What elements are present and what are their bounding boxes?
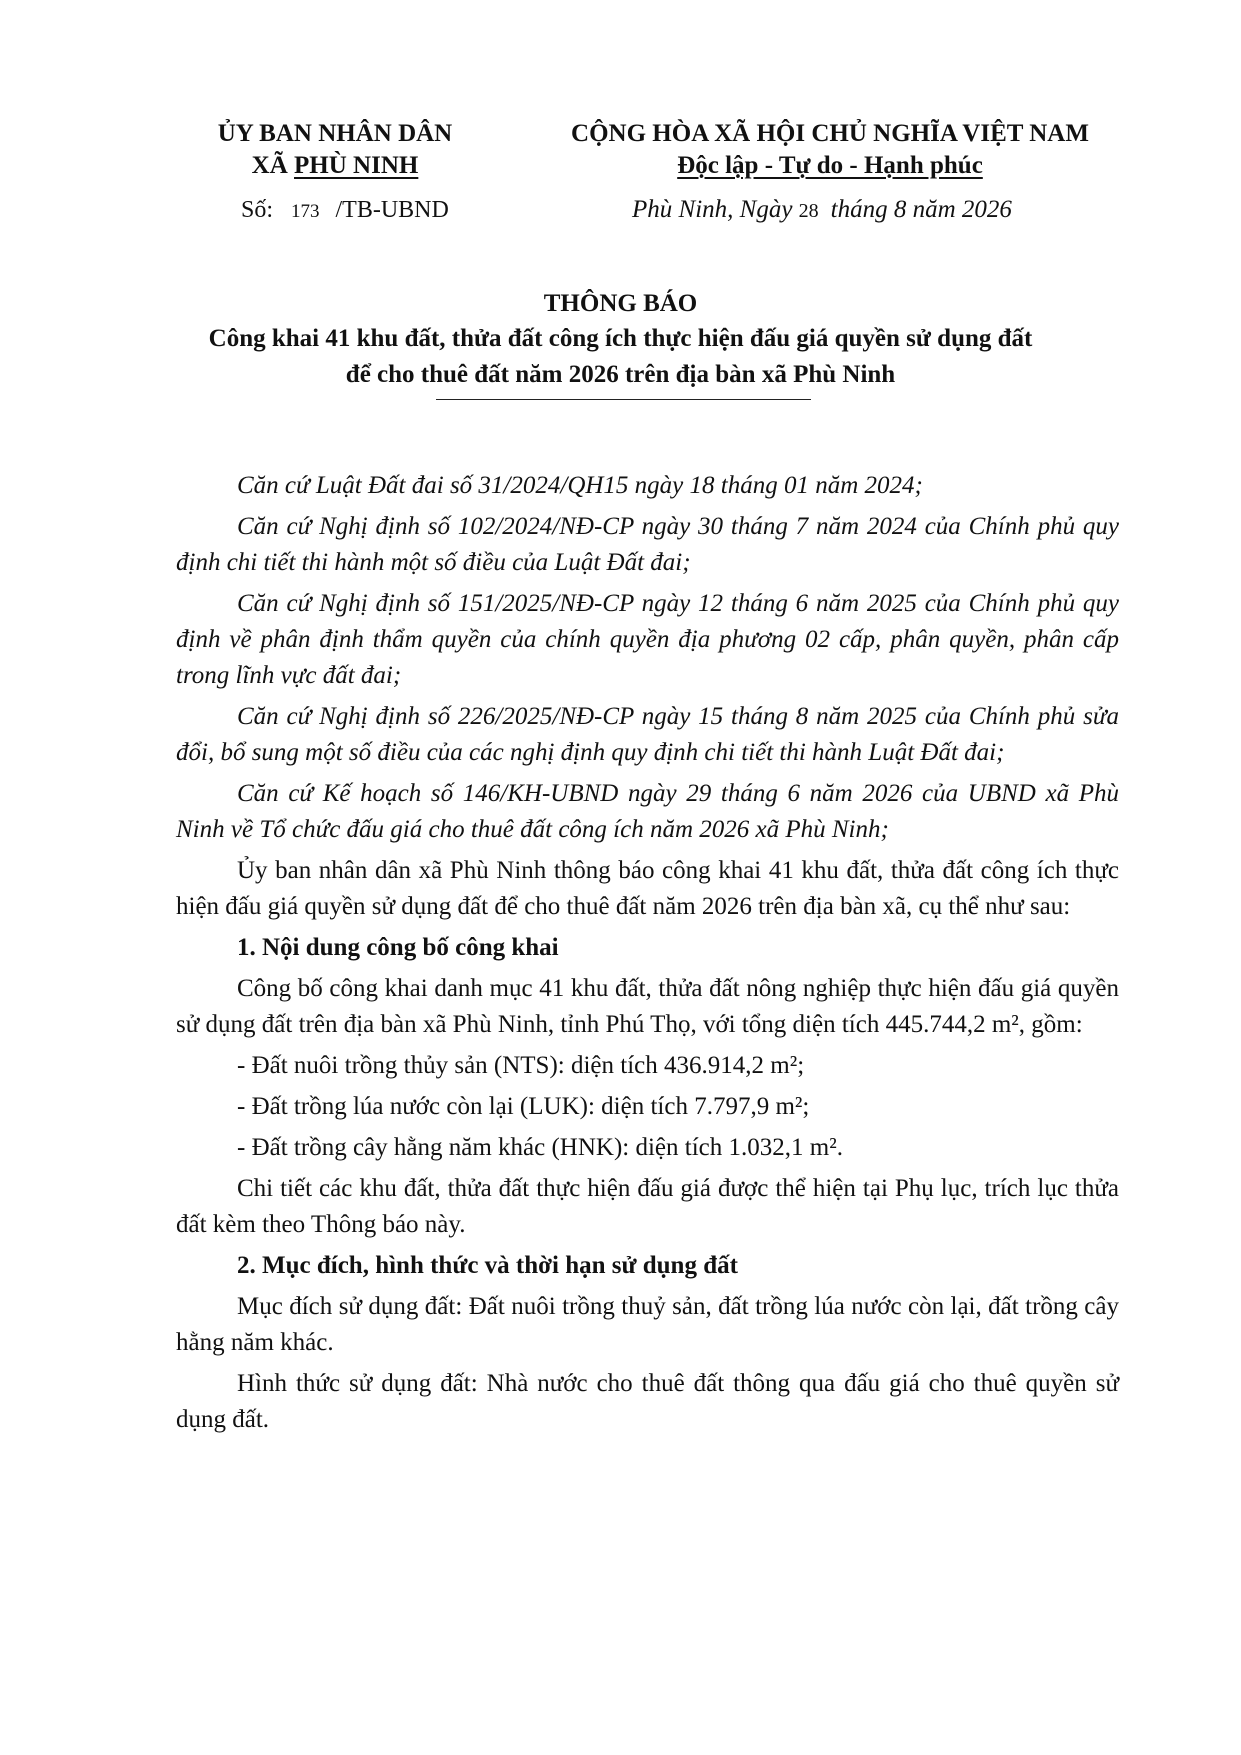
nation-motto-line bbox=[530, 150, 1130, 182]
title-sub-line-1: Công khai 41 khu đất, thửa đất công ích thực hiện đấu giá quyền sử dụng đất bbox=[208, 325, 1033, 352]
citation-4: Căn cứ Nghị định số 226/2025/NĐ-CP ngày 15 tháng 8 năm 2025 của Chính phủ sửa đổi, bổ sung một số điều của các nghị định quy định chi tiết thi hành Luật Đất đai; bbox=[176, 703, 1119, 766]
document-body bbox=[176, 468, 1119, 1443]
land-item-hnk: - Đất trồng cây hằng năm khác (HNK): diện tích 1.032,1 m². bbox=[237, 1134, 843, 1161]
citation-2: Căn cứ Nghị định số 102/2024/NĐ-CP ngày 30 tháng 7 năm 2024 của Chính phủ quy định chi tiết thi hành một số điều của Luật Đất đai; bbox=[176, 513, 1119, 576]
title-main: THÔNG BÁO bbox=[543, 290, 698, 317]
land-item-luk: - Đất trồng lúa nước còn lại (LUK): diện tích 7.797,9 m²; bbox=[237, 1093, 810, 1120]
intro-paragraph: Ủy ban nhân dân xã Phù Ninh thông báo công khai 41 khu đất, thửa đất công ích thực hiện đấu giá quyền sử dụng đất để cho thuê đất năm 2026 trên địa bàn xã, cụ thể như sau: bbox=[176, 857, 1119, 920]
section-1-note: Chi tiết các khu đất, thửa đất thực hiện đấu giá được thể hiện tại Phụ lục, trích lục thửa đất kèm theo Thông báo này. bbox=[176, 1175, 1119, 1238]
issuing-authority bbox=[200, 118, 470, 182]
date-suffix: tháng 8 năm 2026 bbox=[830, 196, 1012, 223]
authority-prefix: XÃ bbox=[251, 152, 295, 179]
title-underline bbox=[436, 399, 811, 400]
citation-1: Căn cứ Luật Đất đai số 31/2024/QH15 ngày 18 tháng 01 năm 2024; bbox=[237, 472, 923, 499]
authority-line-2 bbox=[200, 150, 470, 182]
authority-line-1: ỦY BAN NHÂN DÂN bbox=[217, 120, 453, 147]
date-prefix: Phù Ninh, Ngày bbox=[632, 196, 793, 223]
authority-name: PHÙ NINH bbox=[294, 152, 419, 179]
document-date bbox=[632, 196, 1012, 224]
citation-3: Căn cứ Nghị định số 151/2025/NĐ-CP ngày 12 tháng 6 năm 2025 của Chính phủ quy định về phân định thẩm quyền của chính quyền địa phương 02 cấp, phân quyền, phân cấp trong lĩnh vực đất đai; bbox=[176, 590, 1119, 689]
section-2-purpose: Mục đích sử dụng đất: Đất nuôi trồng thuỷ sản, đất trồng lúa nước còn lại, đất trồng cây hằng năm khác. bbox=[176, 1293, 1119, 1356]
section-2-heading: 2. Mục đích, hình thức và thời hạn sử dụng đất bbox=[237, 1252, 738, 1279]
document-number bbox=[241, 197, 449, 224]
section-2-form: Hình thức sử dụng đất: Nhà nước cho thuê đất thông qua đấu giá cho thuê quyền sử dụng đất. bbox=[176, 1370, 1119, 1433]
document-number-label: Số: bbox=[241, 197, 274, 223]
nation-title: CỘNG HÒA XÃ HỘI CHỦ NGHĨA VIỆT NAM bbox=[571, 120, 1089, 147]
title-sub-line-2: để cho thuê đất năm 2026 trên địa bàn xã Phù Ninh bbox=[345, 361, 896, 388]
citation-5: Căn cứ Kế hoạch số 146/KH-UBND ngày 29 tháng 6 năm 2026 của UBND xã Phù Ninh về Tổ chức đấu giá cho thuê đất công ích năm 2026 xã Phù Ninh; bbox=[176, 780, 1119, 843]
nation-motto: Độc lập - Tự do - Hạnh phúc bbox=[677, 152, 983, 179]
document-number-suffix: /TB-UBND bbox=[335, 197, 449, 223]
national-motto bbox=[530, 118, 1130, 182]
section-1-heading: 1. Nội dung công bố công khai bbox=[237, 934, 559, 961]
section-1-paragraph: Công bố công khai danh mục 41 khu đất, thửa đất nông nghiệp thực hiện đấu giá quyền sử dụng đất trên địa bàn xã Phù Ninh, tỉnh Phú Thọ, với tổng diện tích 445.744,2 m², gồm: bbox=[176, 975, 1119, 1038]
date-day: 28 bbox=[798, 200, 819, 222]
document-title bbox=[0, 287, 1241, 393]
land-item-nts: - Đất nuôi trồng thủy sản (NTS): diện tích 436.914,2 m²; bbox=[237, 1052, 805, 1079]
document-number-value: 173 bbox=[291, 201, 320, 222]
